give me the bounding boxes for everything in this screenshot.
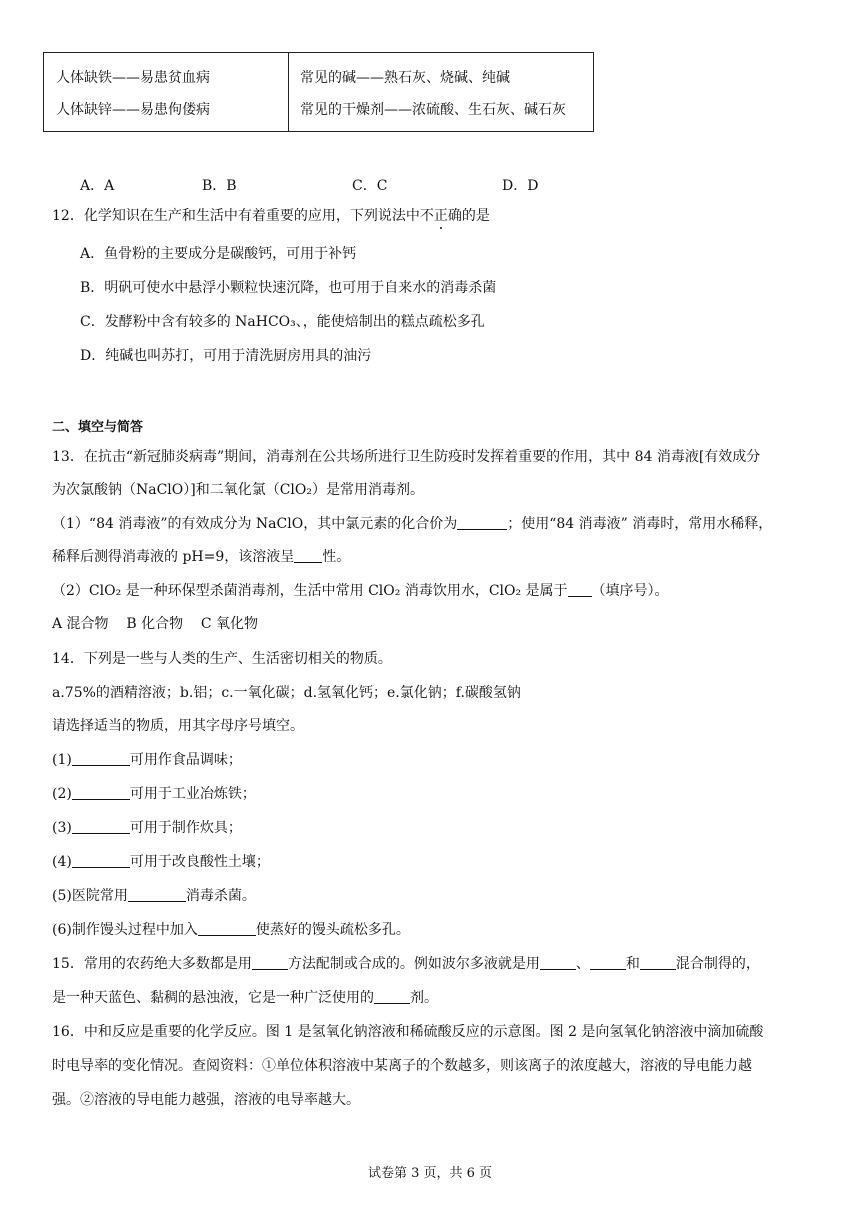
q14-item xyxy=(52,919,410,939)
q14-item-post: 消毒杀菌。 xyxy=(185,888,256,904)
q14-item-pre: (2) xyxy=(52,786,72,802)
answer-blank[interactable] xyxy=(540,955,576,970)
q14-line: a.75%的酒精溶液；b.铝；c.一氧化碳；d.氢氧化钙；e.氯化钠；f.碳酸氢钠 xyxy=(52,685,521,701)
q14-line: 14．下列是一些与人类的生产、生活密切相关的物质。 xyxy=(52,651,392,667)
answer-blank[interactable] xyxy=(72,819,130,834)
q15-text: 和 xyxy=(625,956,640,972)
q14-item xyxy=(52,749,242,769)
q13-part2-text: （填序号）。 xyxy=(591,583,669,599)
answer-blank[interactable] xyxy=(72,785,130,800)
q15-text: 、 xyxy=(575,956,590,972)
table-cell: 人体缺锌——易患佝偻病 xyxy=(56,102,210,118)
section-heading: 二、填空与简答 xyxy=(52,420,144,435)
q14-item-post: 可用于改良酸性土壤； xyxy=(129,854,270,870)
q15-line xyxy=(52,987,438,1007)
answer-blank[interactable] xyxy=(590,955,626,970)
answer-blank[interactable] xyxy=(198,921,256,936)
q13-part2 xyxy=(52,580,669,600)
answer-blank[interactable] xyxy=(128,887,186,902)
q14-item-pre: (5)医院常用 xyxy=(52,888,128,904)
q14-item xyxy=(52,783,256,803)
q12-option-d: D．纯碱也叫苏打，可用于清洗厨房用具的油污 xyxy=(80,348,372,364)
q12-option-a: A．鱼骨粉的主要成分是碳酸钙，可用于补钙 xyxy=(80,246,357,262)
q13-line: 为次氯酸钠（NaClO）]和二氧化氯（ClO₂）是常用消毒剂。 xyxy=(52,482,425,498)
q14-item-post: 可用于制作炊具； xyxy=(129,820,242,836)
q14-item-pre: (3) xyxy=(52,820,72,836)
q13-part1-text: 稀释后测得消毒液的 pH=9，该溶液呈 xyxy=(52,549,295,565)
option-d: D．D xyxy=(502,178,539,194)
comparison-table xyxy=(43,52,594,132)
q14-item-post: 使蒸好的馒头疏松多孔。 xyxy=(255,922,410,938)
answer-blank[interactable] xyxy=(72,853,130,868)
q12-option-c: C．发酵粉中含有较多的 NaHCO₃、，能使焙制出的糕点疏松多孔 xyxy=(80,314,485,330)
q15-line xyxy=(52,953,760,973)
q13-part1-cont xyxy=(52,546,350,566)
q13-line: 13．在抗击“新冠肺炎病毒”期间，消毒剂在公共场所进行卫生防疫时发挥着重要的作用，其中 84 消毒液[有效成分 xyxy=(52,449,761,465)
q16-line: 16．中和反应是重要的化学反应。图 1 是氢氧化钠溶液和稀硫酸反应的示意图。图 2 是向氢氧化钠溶液中滴加硫酸 xyxy=(52,1024,764,1040)
q12-option-b: B．明矾可使水中悬浮小颗粒快速沉降，也可用于自来水的消毒杀菌 xyxy=(80,280,497,296)
q13-part2-text: （2）ClO₂ 是一种环保型杀菌消毒剂，生活中常用 ClO₂ 消毒饮用水，ClO₂ 是属于 xyxy=(52,583,568,599)
answer-blank[interactable] xyxy=(294,548,322,563)
option-c: C．C xyxy=(352,178,388,194)
answer-blank[interactable] xyxy=(252,955,288,970)
q14-item xyxy=(52,851,270,871)
q14-item-post: 可用于工业冶炼铁； xyxy=(129,786,256,802)
page-footer: 试卷第 3 页，共 6 页 xyxy=(367,1166,493,1181)
table-cell: 常见的干燥剂——浓硫酸、生石灰、碱石灰 xyxy=(300,102,566,118)
answer-blank[interactable] xyxy=(640,955,676,970)
q14-item xyxy=(52,817,242,837)
q13-choices: A 混合物 B 化合物 C 氧化物 xyxy=(52,616,259,632)
q14-item xyxy=(52,885,256,905)
q15-text: 剂。 xyxy=(410,990,438,1006)
table-cell: 常见的碱——熟石灰、烧碱、纯碱 xyxy=(300,70,510,86)
table-divider xyxy=(288,53,289,131)
q14-line: 请选择适当的物质，用其字母序号填空。 xyxy=(52,718,304,734)
option-b: B．B xyxy=(202,178,237,194)
q12-stem-end: 的是 xyxy=(461,208,490,224)
q14-item-pre: (6)制作馒头过程中加入 xyxy=(52,922,198,938)
answer-blank[interactable] xyxy=(457,515,507,530)
option-a: A．A xyxy=(80,178,115,194)
q14-item-pre: (1) xyxy=(52,752,72,768)
q15-text: 是一种天蓝色、黏稠的悬浊液，它是一种广泛使用的 xyxy=(52,990,374,1006)
q12-stem xyxy=(52,205,490,225)
answer-blank[interactable] xyxy=(72,751,130,766)
q12-stem-text: 12．化学知识在生产和生活中有着重要的应用，下列说法中 xyxy=(52,208,420,224)
q13-part1-text: ；使用“84 消毒液” 消毒时，常用水稀释， xyxy=(507,516,773,532)
q12-emphasis: 不正确 xyxy=(419,208,462,224)
q13-part1-text: 性。 xyxy=(322,549,351,565)
q15-text: 15．常用的农药绝大多数都是用 xyxy=(52,956,252,972)
q15-text: 混合制得的， xyxy=(675,956,760,972)
q15-text: 方法配制或合成的。例如波尔多液就是用 xyxy=(287,956,540,972)
answer-blank[interactable] xyxy=(568,582,592,597)
q14-item-pre: (4) xyxy=(52,854,72,870)
q13-part1 xyxy=(52,513,772,533)
q16-line: 时电导率的变化情况。查阅资料：①单位体积溶液中某离子的个数越多，则该离子的浓度越大，溶液的导电能力越 xyxy=(52,1058,752,1074)
table-cell: 人体缺铁——易患贫血病 xyxy=(56,70,210,86)
q16-line: 强。②溶液的导电能力越强，溶液的电导率越大。 xyxy=(52,1092,360,1108)
q13-part1-text: （1）“84 消毒液”的有效成分为 NaClO，其中氯元素的化合价为 xyxy=(52,516,458,532)
answer-blank[interactable] xyxy=(374,989,410,1004)
q14-item-post: 可用作食品调味； xyxy=(129,752,242,768)
